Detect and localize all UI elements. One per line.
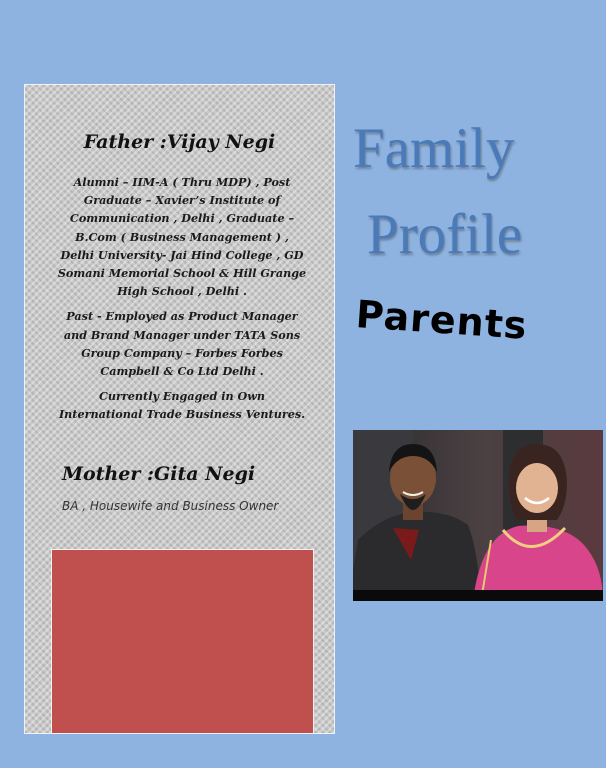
- father-current: Currently Engaged in Own International Trade Business Ventures.: [58, 389, 306, 422]
- red-placeholder-box: [51, 549, 314, 734]
- mother-details: BA , Housewife and Business Owner: [62, 499, 279, 513]
- father-education: Alumni – IIM-A ( Thru MDP) , Post Graduate – Xavier’s Institute of Communication , Delhi , Graduate – B.Com ( Business Management ) , Delhi University- Jai Hind College , GD Somani Memorial School & Hill Grange High School , Delhi .: [57, 175, 307, 299]
- parents-subtitle: Parents: [354, 292, 529, 348]
- title-family: Family: [353, 117, 515, 180]
- father-details: [57, 173, 307, 431]
- father-career: Past - Employed as Product Manager and Brand Manager under TATA Sons Group Company – Forbes Forbes Campbell & Co Ltd Delhi .: [63, 309, 301, 379]
- info-panel: [24, 84, 335, 734]
- father-heading: Father :Vijay Negi: [83, 131, 276, 153]
- parents-photo: [353, 430, 603, 601]
- title-profile: Profile: [367, 203, 523, 266]
- mother-heading: Mother :Gita Negi: [62, 463, 256, 485]
